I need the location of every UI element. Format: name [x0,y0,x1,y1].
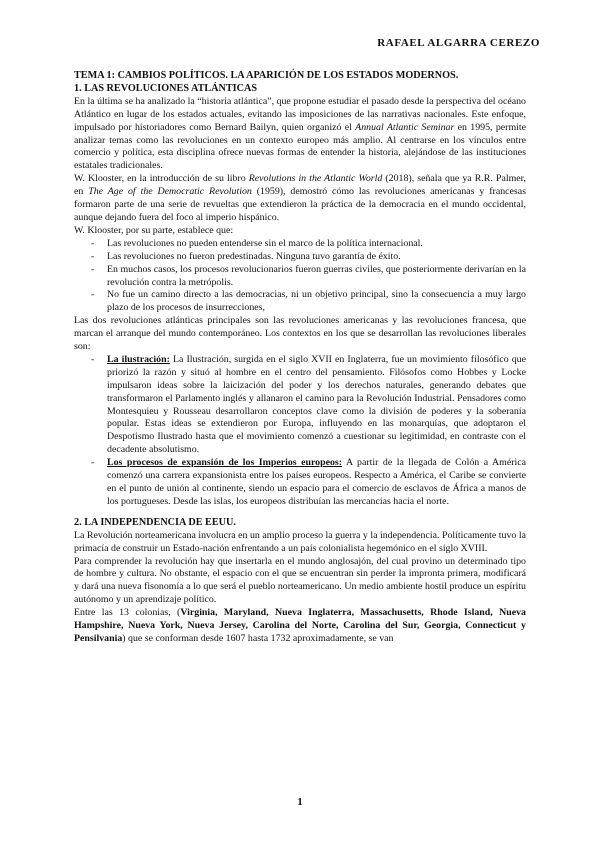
list-item-text: A partir de la llegada de Colón a América comenzó una carrera expansionista entre los países europeos. Respecto a América, el Caribe se convierte en el punto de unión al continente, siendo un espacio para el comercio de esclavos de África a manos de los portugueses. Desde las islas, los europeos distribuían las mercancías hacia el norte. [107,457,527,507]
emphasis-seminar: Annual Atlantic Seminar [355,121,455,133]
colonies-list-bold: Virginia, Maryland, Nueva Inglaterra, Massachusetts, Rhode Island, Nueva Hampshire, Nueva York, Nueva Jersey, Carolina del Norte, Carolina del Sur, Georgia, Connecticut y Pensilvania [74,607,526,644]
list-item: - Las revoluciones no fueron predestinadas. Ninguna tuvo garantía de éxito. [74,251,526,264]
emphasis-book-title: Revolutions in the Atlantic World [248,173,383,185]
contexts-list [74,354,526,509]
paragraph-atlantic-history [74,96,526,173]
paragraph-klooster-intro: W. Klooster, por su parte, establece que: [74,224,234,236]
paragraph-revolution-intro: La Revolución norteamericana involucra en un amplio proceso la guerra y la independencia. Políticamente tuvo la primacía de construir un Estado-nación enfrentando a un país colonialista hegemónico en el siglo XVIII. [74,529,526,554]
section-spacer [74,509,526,517]
document-body [74,70,526,646]
section-1-heading: 1. LAS REVOLUCIONES ATLÁNTICAS [74,82,258,94]
klooster-points-list [74,238,526,315]
text-run: en 1995, permite analizar temas como las revoluciones en un contexto europeo más amplio. Al centrarse en los vínculos entre comercio y política, esta disciplina ofrece nuevas formas de entender la historia, alejándose de las instituciones estatales tradicionales. [74,121,527,172]
list-item-expansion [74,457,526,509]
list-item-ilustracion [74,354,526,457]
section-2-heading: 2. LA INDEPENDENCIA DE EEUU. [74,516,236,528]
paragraph-anglo-world: Para comprender la revolución hay que insertarla en el mundo anglosajón, del cual provino un determinado tipo de hombre y cultura. No obstante, el espacio con el que se encuentran sin perder la impronta primera, modificará y dará una nueva fisonomía a lo que será el pueblo norteamericano. Un medio ambiente hostil produce un espíritu autónomo y un aprendizaje político. [74,555,526,606]
text-run: ) que se conforman desde 1607 hasta 1732 aproximadamente, se van [122,632,394,644]
paragraph-main-revolutions: Las dos revoluciones atlánticas principales son las revoluciones americanas y las revoluciones francesa, que marcan el arranque del mundo contemporáneo. Los contextos en los que se desarrollan las revoluciones liberales son: [74,315,526,353]
page-number: 1 [297,796,303,808]
list-item: - No fue un camino directo a las democracias, ni un objetivo principal, sino la consecuencia a muy largo plazo de los procesos de insurrecciones, [74,289,526,315]
text-run: En la última se ha analizado la “historia atlántica”, que propone estudiar el pasado desde la perspectiva del océano Atlántico en lugar de los estados actuales, evitando las imposiciones de las narrativas nacionales. Este enfoque, impulsado por historiadores como Bernard Bailyn, quien organizó el [74,95,526,133]
text-run: Entre las 13 colonias, ( [74,607,181,619]
text-run: (2018), señala que ya R.R. Palmer, en [74,173,526,198]
paragraph-klooster-palmer [74,173,526,225]
chapter-title: TEMA 1: CAMBIOS POLÍTICOS. LA APARICIÓN DE LOS ESTADOS MODERNOS. [74,70,459,81]
text-run: (1959), demostró cómo las revoluciones americanas y francesas formaron parte de una serie de revueltas que extendieron la práctica de la democracia en el mundo occidental, aunque dejando fuera del foco al imperio hispánico. [74,186,526,223]
text-run: W. Klooster, en la introducción de su libro [74,173,249,185]
list-item: - Las revoluciones no pueden entenderse sin el marco de la política internacional. [74,238,526,251]
list-item-label: Los procesos de expansión de los Imperios europeos: [107,457,343,469]
emphasis-book-title: The Age of the Democratic Revolution [88,186,252,198]
list-item-text: La Ilustración, surgida en el siglo XVII en Inglaterra, fue un movimiento filosófico que priorizó la razón y situó al hombre en el centro del pensamiento. Filósofos como Hobbes y Locke impulsaron ideas sobre la laicización del poder y los derechos naturales, generando debates que transformaron el Parlamento inglés y allanaron el camino para la Revolución Industrial. Pensadores como Montesquieu y Rousseau desarrollaron conceptos clave como la división de poderes y la soberanía popular. Estas ideas se extendieron por Europa, influyendo en las monarquías, que adoptaron el Despotismo Ilustrado hasta que el movimiento comenzó a cuestionar su legitimidad, en contraste con el decadente absolutismo. [107,353,526,456]
paragraph-13-colonies [74,607,526,646]
author-header: RAFAEL ALGARRA CEREZO [377,37,540,49]
list-item-label: La ilustración: [107,353,170,365]
list-item: - En muchos casos, los procesos revolucionarios fueron guerras civiles, que posteriormente derivarían en la revolución contra la metrópolis. [74,264,526,290]
